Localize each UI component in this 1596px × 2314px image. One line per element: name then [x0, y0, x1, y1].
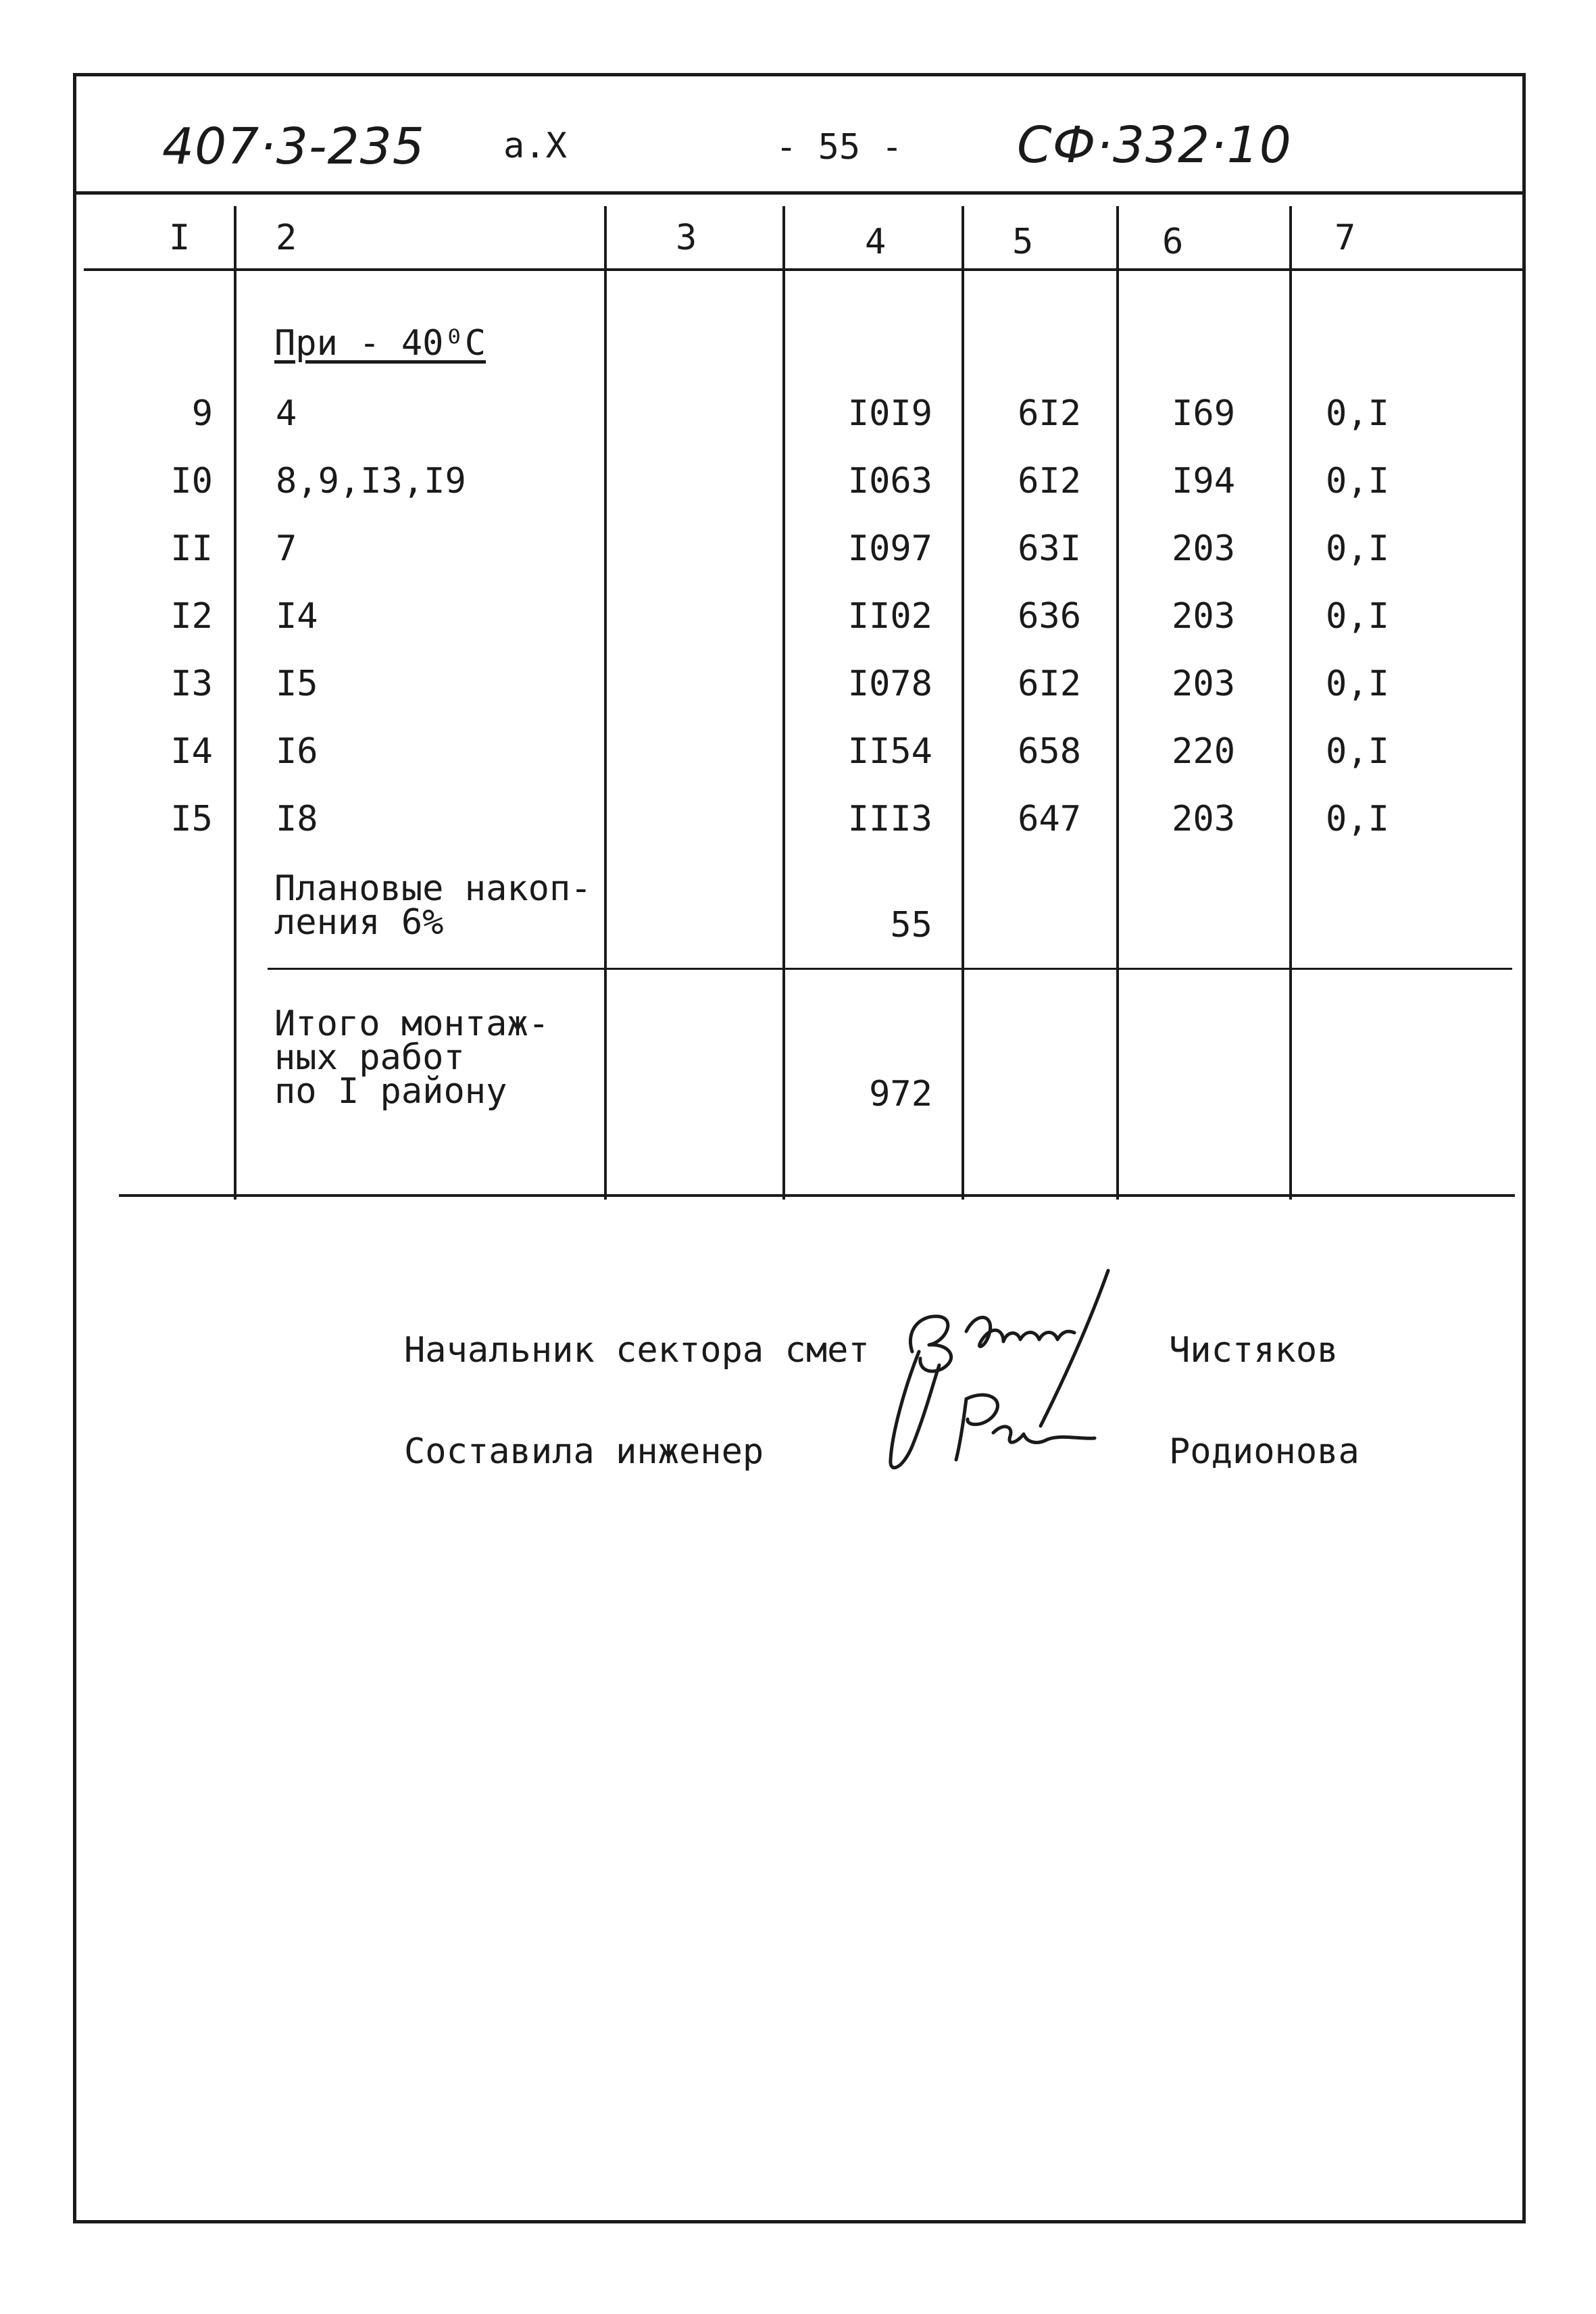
signature-name-2: Родионова	[1169, 1431, 1360, 1472]
row-col5: 6I2	[1018, 664, 1081, 704]
total-label-line2: ных работ	[274, 1037, 465, 1078]
doc-number: 407·3-235	[162, 118, 425, 176]
planned-label-line1: Плановые накоп-	[274, 868, 592, 909]
row-col7: 0,I	[1326, 664, 1389, 704]
total-label-line3: по I району	[274, 1071, 507, 1112]
row-col6: I69	[1172, 393, 1235, 434]
row-col7: 0,I	[1326, 528, 1389, 569]
row-col5: 647	[1018, 799, 1081, 839]
row-col6: 203	[1172, 799, 1235, 839]
row-item: 8,9,I3,I9	[276, 461, 466, 501]
col-header-7: 7	[1335, 218, 1356, 258]
row-col6: 220	[1172, 731, 1235, 772]
row-col6: I94	[1172, 461, 1235, 501]
col-header-5: 5	[1012, 222, 1034, 262]
row-item: I4	[276, 596, 318, 637]
row-col7: 0,I	[1326, 596, 1389, 637]
row-col5: 658	[1018, 731, 1081, 772]
row-col4: II02	[847, 596, 932, 637]
album-label: а.X	[503, 126, 567, 166]
signature-name-1: Чистяков	[1169, 1330, 1339, 1371]
row-col7: 0,I	[1326, 393, 1389, 434]
row-col4: I0I9	[847, 393, 932, 434]
doc-code: СФ·332·10	[1017, 116, 1292, 174]
column-divider-6	[1289, 206, 1292, 1200]
col-header-1: I	[169, 218, 191, 258]
row-col5: 6I2	[1018, 461, 1081, 501]
column-header-divider	[84, 268, 1523, 271]
row-col5: 636	[1018, 596, 1081, 637]
planned-label	[274, 868, 592, 943]
planned-label-line2: ления 6%	[274, 902, 444, 943]
total-label-line1: Итого монтаж-	[274, 1004, 549, 1044]
row-number: II	[170, 528, 213, 569]
row-col4: II54	[847, 731, 932, 772]
column-divider-1	[234, 206, 236, 1200]
signature-role-2: Составила инженер	[404, 1431, 764, 1472]
row-item: I5	[276, 664, 318, 704]
signature-role-1: Начальник сектора смет	[404, 1330, 870, 1371]
page-number: - 55 -	[776, 127, 903, 168]
planned-value: 55	[890, 905, 932, 945]
row-col5: 6I2	[1018, 393, 1081, 434]
col-header-6: 6	[1162, 222, 1184, 262]
row-col7: 0,I	[1326, 799, 1389, 839]
row-col4: III3	[847, 799, 932, 839]
header-divider	[76, 191, 1522, 195]
row-number: I5	[170, 799, 213, 839]
total-divider	[268, 968, 1512, 970]
section-title: При - 40⁰С	[274, 323, 487, 364]
row-item: I6	[276, 731, 318, 772]
total-label	[274, 1004, 549, 1112]
row-col5: 63I	[1018, 528, 1081, 569]
row-number: I2	[170, 596, 213, 637]
total-value: 972	[869, 1074, 932, 1114]
row-number: I0	[170, 461, 213, 501]
row-col6: 203	[1172, 596, 1235, 637]
row-col7: 0,I	[1326, 461, 1389, 501]
row-number: 9	[191, 393, 213, 434]
row-item: 7	[276, 528, 297, 569]
row-item: 4	[276, 393, 297, 434]
row-number: I3	[170, 664, 213, 704]
column-divider-2	[604, 206, 607, 1200]
handwritten-signature	[865, 1257, 1176, 1487]
row-col6: 203	[1172, 528, 1235, 569]
row-col7: 0,I	[1326, 731, 1389, 772]
column-divider-4	[962, 206, 964, 1200]
row-col4: I063	[847, 461, 932, 501]
col-header-4: 4	[865, 222, 887, 262]
column-divider-3	[782, 206, 785, 1200]
row-number: I4	[170, 731, 213, 772]
col-header-3: 3	[676, 218, 697, 258]
table-bottom-line	[119, 1194, 1515, 1197]
row-item: I8	[276, 799, 318, 839]
row-col6: 203	[1172, 664, 1235, 704]
row-col4: I078	[847, 664, 932, 704]
row-col4: I097	[847, 528, 932, 569]
column-divider-5	[1116, 206, 1119, 1200]
col-header-2: 2	[276, 218, 297, 258]
